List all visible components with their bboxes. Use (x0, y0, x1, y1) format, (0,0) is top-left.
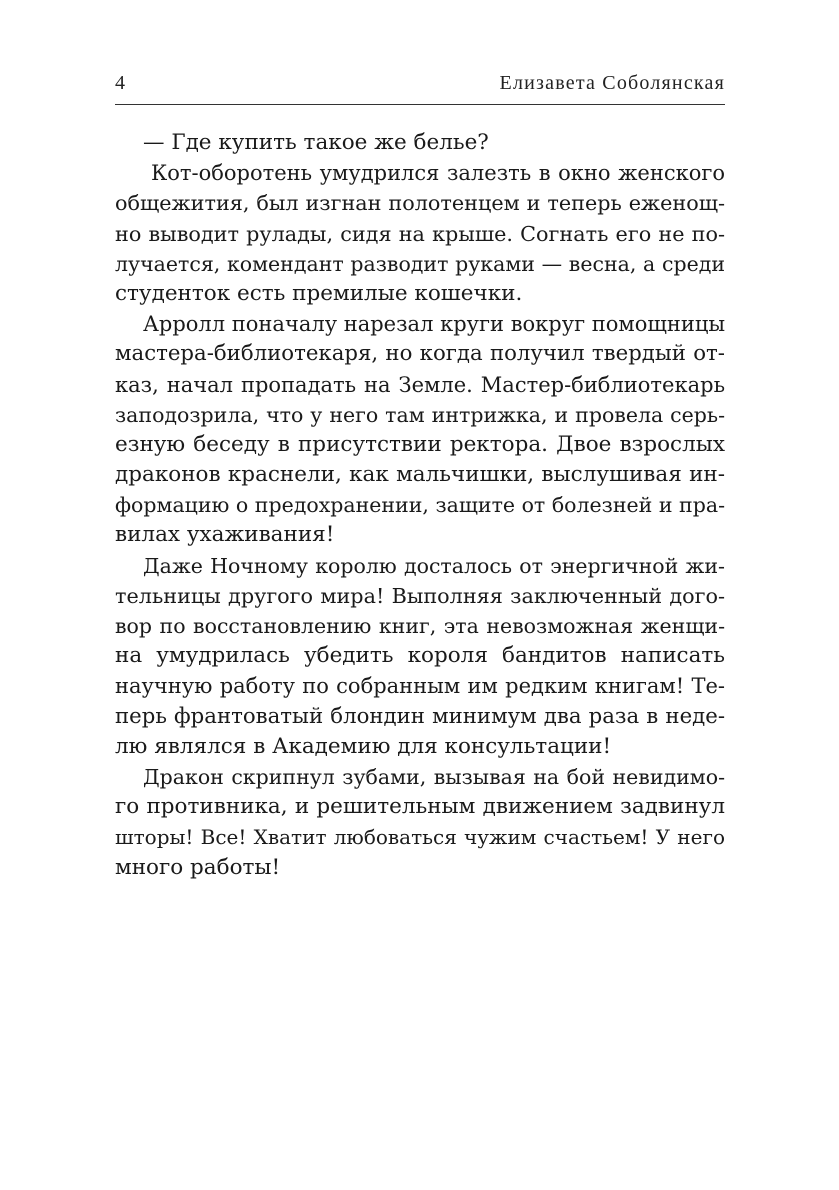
text-line: лучается, комендант разводит руками — весна, а среди (115, 251, 725, 276)
author-name: Елизавета Соболянская (499, 72, 725, 94)
text-line: каз, начал пропадать на Земле. Мастер-библиотекарь (115, 372, 725, 397)
header-rule (115, 104, 725, 105)
text-line: мастера-библиотекаря, но когда получил твердый от- (115, 341, 725, 367)
text-line: Даже Ночному королю досталось от энергичной жи- (143, 553, 725, 578)
text-line: го противника, и решительным движением задвинул (115, 794, 725, 820)
text-line: тельницы другого мира! Выполняя заключенный дого- (115, 583, 725, 608)
text-line: езную беседу в присутствии ректора. Двое взрослых (115, 431, 725, 457)
text-line: вилах ухаживания! (115, 522, 335, 548)
text-line: лю являлся в Академию для консультации! (115, 733, 612, 759)
text-line: много работы! (115, 854, 281, 880)
text-line: формацию о предохранении, защите от болезней и пра- (115, 493, 725, 518)
text-line: студенток есть премилые кошечки. (115, 280, 523, 306)
text-line: шторы! Все! Хватит любоваться чужим счастьем! У него (115, 825, 725, 850)
running-head (115, 66, 725, 100)
text-line: заподозрила, что у него там интрижка, и провела серь- (115, 402, 725, 427)
text-line: Арролл поначалу нарезал круги вокруг помощницы (143, 312, 725, 337)
page-number: 4 (115, 72, 127, 94)
text-line: драконов краснели, как мальчишки, выслушивая ин- (115, 462, 725, 488)
text-line: вор по восстановлению книг, эта невозможная женщи- (115, 614, 725, 638)
text-line: на умудрилась убедить короля бандитов написать (115, 643, 725, 669)
text-line: общежития, был изгнан полотенцем и теперь еженощ- (115, 191, 725, 216)
text-line: — Где купить такое же белье? (143, 130, 489, 155)
text-line: научную работу по собранным им редким книгам! Те- (115, 674, 725, 699)
text-line: Кот-оборотень умудрился залезть в окно женского (151, 161, 725, 186)
text-line: но выводит рулады, сидя на крыше. Согнать его не по- (115, 221, 725, 246)
text-line: Дракон скрипнул зубами, вызывая на бой невидимо- (143, 764, 725, 789)
text-line: перь франтоватый блондин минимум два раза в неде- (115, 703, 725, 729)
body-text (115, 128, 725, 883)
